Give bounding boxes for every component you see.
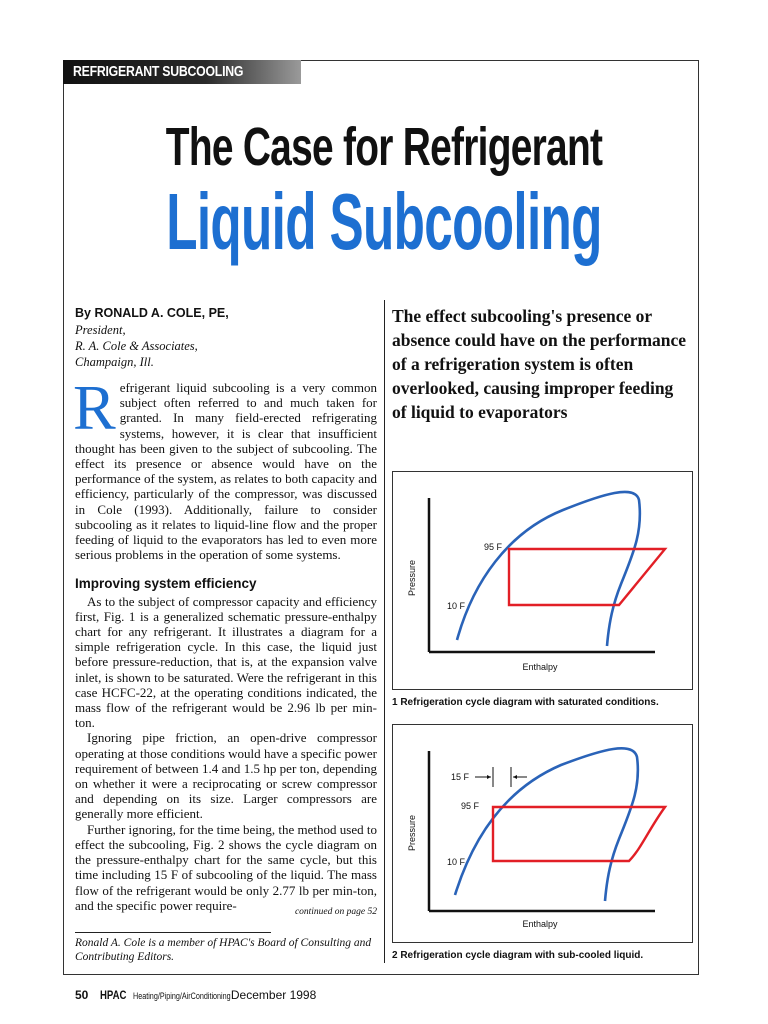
article-title-line1: The Case for Refrigerant [165, 117, 603, 177]
figure-2-chart [393, 725, 692, 942]
author-company: R. A. Cole & Associates, [75, 339, 198, 353]
figure-1-box [392, 471, 693, 690]
author-location: Champaign, Ill. [75, 355, 154, 369]
label-95f: 95 F [461, 801, 480, 811]
body-paragraph-1-text: efrigerant liquid subcooling is a very common subject often referred to and much taken for granted. In many field-erected refrigerating systems, however, it is clear that insufficient thought has been given to the subject of subcooling. The effect its presence or absence would have on the performance of the system, as relates to both capacity and efficiency, particularly of the compressor, was discussed in Cole (1993). Additionally, failure to consider subcooling as it relates to liquid-line flow and the proper feeding of liquid to the evaporators has led to even more serious problems in the operation of some systems. [75, 380, 377, 563]
body-text-column [73, 372, 377, 913]
x-axis-label: Enthalpy [522, 919, 558, 929]
subhead-improving-efficiency: Improving system efficiency [75, 576, 257, 592]
footer-date: December 1998 [230, 988, 317, 1002]
y-axis-label: Pressure [407, 814, 417, 852]
bio-rule [75, 932, 271, 933]
body-paragraph-3: Ignoring pipe friction, an open-drive compressor operating at those conditions would have a specific power requirement of between 1.4 and 1.5 hp per ton, depending on whether it were a reciprocating or screw compressor and depending on its size. Larger compressors are generally more efficient. [75, 730, 377, 822]
author-affiliation [75, 322, 198, 370]
author-bio: Ronald A. Cole is a member of HPAC's Board of Consulting and Contributing Editors. [75, 937, 372, 963]
section-tag [63, 60, 301, 84]
body-paragraph-4: Further ignoring, for the time being, the method used to effect the subcooling, Fig. 2 shows the cycle diagram on the pressure-enthalpy chart for the same cycle, but this time including 15 F of subcooling of the liquid. The mass flow of the refrigerant would be only 2.77 lb per min-ton, and the specific power require- [75, 821, 377, 913]
label-10f: 10 F [447, 601, 466, 611]
x-axis-label: Enthalpy [522, 662, 558, 672]
article-deck: The effect subcooling's presence or absence could have on the performance of a refrigeration system is often overlooked, causing improper feeding of liquid to evaporators [392, 306, 687, 422]
figure-2-caption: 2 Refrigeration cycle diagram with sub-cooled liquid. [392, 950, 644, 961]
label-95f: 95 F [484, 542, 503, 552]
author-byline: By RONALD A. COLE, PE, [75, 306, 229, 320]
label-15f: 15 F [451, 772, 470, 782]
section-tag-label: REFRIGERANT SUBCOOLING [73, 63, 244, 80]
arrowhead-left [513, 775, 517, 779]
footer-pub-abbrev: HPAC [100, 988, 127, 1002]
drop-cap: R [73, 372, 116, 443]
author-title: President, [75, 323, 126, 337]
refrigeration-cycle [509, 549, 665, 605]
body-paragraph-1 [73, 372, 377, 563]
body-paragraph-2: As to the subject of compressor capacity and efficiency first, Fig. 1 is a generalized schematic pressure-enthalpy chart for any refrigerant. It illustrates a diagram for a simple refrigeration cycle. In this case, the liquid just before pressure-reduction, that is, at the expansion valve inlet, is shown to be saturated. Were the refrigerant in this case HCFC-22, at the operating conditions indicated, the mass flow of the refrigerant would be 2.96 lb per min-ton. [75, 593, 377, 731]
arrowhead-right [487, 775, 491, 779]
figure-2-box [392, 724, 693, 943]
article-title-line2: Liquid Subcooling [166, 177, 602, 266]
figure-1-caption: 1 Refrigeration cycle diagram with saturated conditions. [392, 697, 659, 708]
y-axis-label: Pressure [407, 559, 417, 597]
saturation-dome [455, 748, 638, 901]
figure-1-chart [393, 472, 692, 689]
refrigeration-cycle [493, 807, 665, 861]
footer-publication [100, 988, 316, 1002]
footer-pub-name: Heating/Piping/AirConditioning [133, 991, 232, 1001]
label-10f: 10 F [447, 857, 466, 867]
continued-note: continued on page 52 [294, 907, 377, 917]
page-number: 50 [75, 988, 89, 1002]
saturation-dome [457, 492, 640, 646]
column-divider [384, 300, 385, 963]
